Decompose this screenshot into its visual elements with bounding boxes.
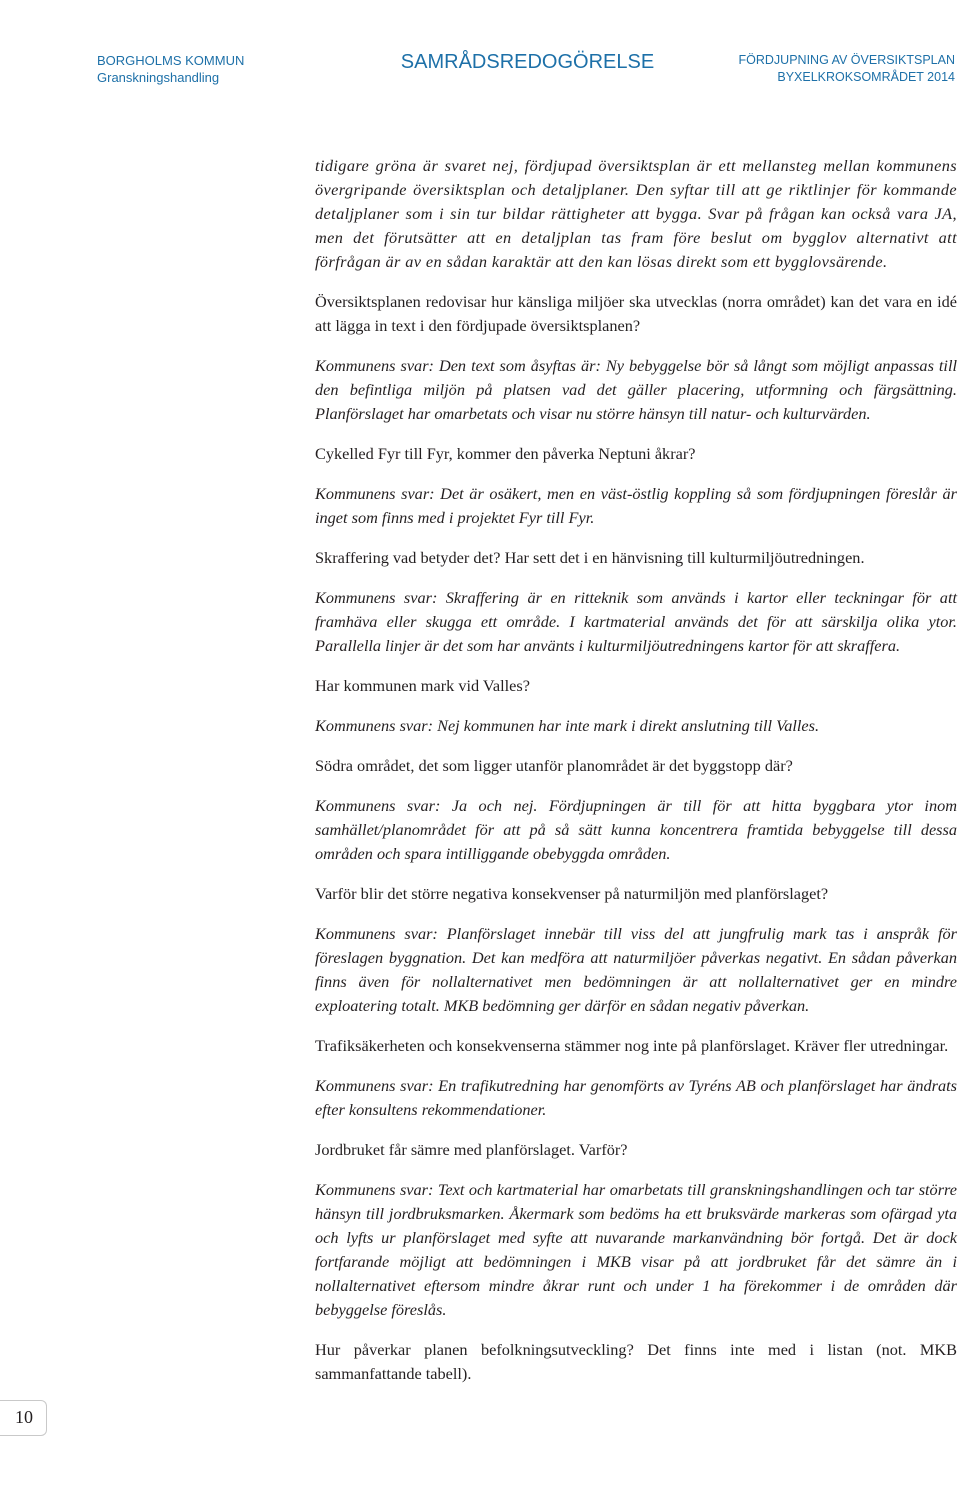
question-paragraph: Varför blir det större negativa konsekvenser på naturmiljön med planförslaget? bbox=[315, 884, 829, 903]
answer-paragraph: Kommunens svar: Planförslaget innebär till viss del att jungfrulig mark tas i anspråk för föreslagen byggnation. Det kan medföra att naturmiljöer påverkas negativt. En sådan påverkan finns även för nollalternativet men bedömningen är att nollalternativet ger en mindre exploatering totalt. MKB bedömning ger därför en sådan negativ påverkan. bbox=[315, 924, 957, 1015]
answer-paragraph: Kommunens svar: Ja och nej. Fördjupningen är till för att hitta byggbara ytor inom samhället/planområdet för att på så sätt kunna koncentrera framtida bebyggelse till dessa områden och spara intilliggande obebyggda områden. bbox=[315, 796, 957, 863]
document-stage: Granskningshandling bbox=[97, 70, 220, 85]
municipality-name: BORGHOLMS KOMMUN bbox=[97, 53, 245, 68]
page-number-tab bbox=[0, 1400, 47, 1436]
document-title: SAMRÅDSREDOGÖRELSE bbox=[400, 51, 655, 73]
page-number: 10 bbox=[15, 1407, 33, 1427]
question-paragraph: Södra området, det som ligger utanför planområdet är det byggstopp där? bbox=[315, 756, 793, 775]
question-paragraph: Skraffering vad betyder det? Har sett det i en hänvisning till kulturmiljöutredningen. bbox=[315, 548, 865, 567]
question-paragraph: Hur påverkar planen befolkningsutveckling? Det finns inte med i listan (not. MKB sammanfattande tabell). bbox=[315, 1340, 957, 1383]
question-paragraph: Cykelled Fyr till Fyr, kommer den påverka Neptuni åkrar? bbox=[315, 444, 696, 463]
plan-title: FÖRDJUPNING AV ÖVERSIKTSPLAN bbox=[738, 53, 955, 67]
answer-paragraph: Kommunens svar: Den text som åsyftas är: Ny bebyggelse bör så långt som möjligt anpassas till den befintliga miljön på platsen vad det gäller placering, utformning och färgsättning. Planförslaget har omarbetats och visar nu större hänsyn till natur- och kulturvärden. bbox=[315, 356, 957, 423]
answer-paragraph: Kommunens svar: En trafikutredning har genomförts av Tyréns AB och planförslaget har ändrats efter konsultens rekommendationer. bbox=[315, 1076, 957, 1119]
plan-area: BYXELKROKSOMRÅDET 2014 bbox=[777, 70, 955, 84]
answer-paragraph: tidigare gröna är svaret nej, fördjupad översiktsplan är ett mellansteg mellan kommunens övergripande översiktsplan och detaljplaner. Den syftar till att ge riktlinjer för kommande detaljplaner som i sin tur bildar rättigheter att bygga. Svar på frågan kan också vara JA, men det förutsätter att en detaljplan tas fram före beslut om bygglov alternativt att förfrågan är av en sådan karaktär att den kan lösas direkt som ett bygglovsärende. bbox=[315, 156, 957, 271]
answer-paragraph: Kommunens svar: Text och kartmaterial har omarbetats till granskningshandlingen och tar större hänsyn till jordbruksmarken. Åkermark som bedöms ha ett bruksvärde markeras som ofärgad yta och lyfts ur planförslaget med syfte att nuvarande markanvändning bör fortgå. Det är dock fortfarande möjligt att bedömningen i MKB visar på att jordbruket får det sämre än i nollalternativet eftersom mindre åkrar runt och under 1 ha förekommer i de områden där bebyggelse föreslås. bbox=[315, 1180, 957, 1319]
question-paragraph: Översiktsplanen redovisar hur känsliga miljöer ska utvecklas (norra området) kan det vara en idé att lägga in text i den fördjupade översiktsplanen? bbox=[315, 292, 957, 335]
header-right bbox=[739, 52, 955, 86]
answer-paragraph: Kommunens svar: Skraffering är en ritteknik som används i kartor eller teckningar för att framhäva eller skugga ett område. I kartmaterial används det för att särskilja olika ytor. Parallella linjer är det som har använts i kulturmiljöutredningens kartor för att skraffera. bbox=[315, 588, 957, 655]
answer-paragraph: Kommunens svar: Det är osäkert, men en väst-östlig koppling så som fördjupningen föreslår är inget som finns med i projektet Fyr till Fyr. bbox=[315, 484, 957, 527]
document-body bbox=[315, 154, 957, 1402]
question-paragraph: Har kommunen mark vid Valles? bbox=[315, 676, 530, 695]
question-paragraph: Trafiksäkerheten och konsekvenserna stämmer nog inte på planförslaget. Kräver fler utredningar. bbox=[315, 1036, 949, 1055]
answer-paragraph: Kommunens svar: Nej kommunen har inte mark i direkt anslutning till Valles. bbox=[315, 716, 820, 735]
question-paragraph: Jordbruket får sämre med planförslaget. Varför? bbox=[315, 1140, 628, 1159]
